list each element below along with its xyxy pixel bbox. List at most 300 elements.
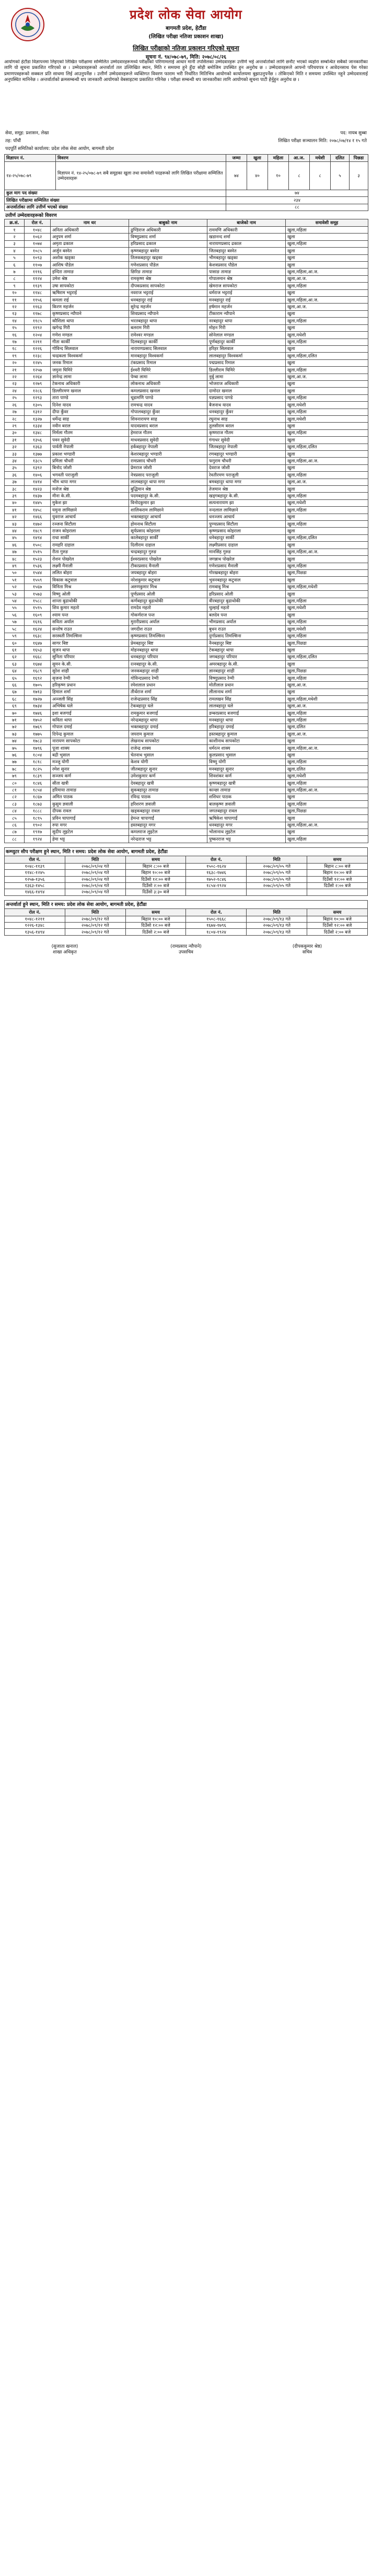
serial-no: १५ <box>5 324 25 331</box>
candidate-name: अशोक खड्का <box>51 254 129 261</box>
serial-no: ७८ <box>5 766 25 773</box>
schedule2-cell: बिहान १०:०० बजे <box>125 916 186 922</box>
serial-no: २० <box>5 359 25 366</box>
candidate-name: हरिमाया तामाङ <box>51 787 129 794</box>
schedule1-header-cell: रोल नं. <box>5 856 65 863</box>
table-row <box>5 584 368 590</box>
roll-no: १४१४ <box>25 479 51 485</box>
table-row <box>5 437 368 444</box>
schedule1-cell: २०७८/०९/०४ गते <box>65 882 125 889</box>
table-row <box>5 493 368 499</box>
grandfather-name: धनबहादुर मगर <box>207 822 286 829</box>
schedule1-header-cell: समय <box>307 856 368 863</box>
father-name: मुरारीप्रसाद अर्याल <box>129 619 207 625</box>
inclusive-group: खुला,मधेशी <box>286 402 368 409</box>
serial-no: २१ <box>5 367 25 374</box>
table-row <box>5 766 368 773</box>
vacancy-appeared-row-value: २३४ <box>226 197 368 204</box>
father-name: नारायणप्रसाद सिलवाल <box>129 345 207 352</box>
candidate-name: श्याम पन्त <box>51 612 129 619</box>
table-row <box>5 374 368 380</box>
serial-no: ३७ <box>5 479 25 485</box>
grandfather-name: नैनबहादुर बिष्ट <box>207 639 286 646</box>
roll-no: १०६२ <box>25 234 51 240</box>
grandfather-name: ज्ञानबहादुर शाही <box>207 668 286 674</box>
grandfather-name: काशीनाथ सापकोटा <box>207 738 286 744</box>
vacancy-cell-dalit: ५ <box>331 161 350 190</box>
grandfather-name: गोरखबहादुर बोहरा <box>207 569 286 576</box>
inclusive-group: खुला,महिला <box>286 318 368 324</box>
table-row <box>5 870 368 876</box>
grandfather-name: लक्ष्मीप्रसाद दाहाल <box>207 542 286 549</box>
grandfather-name: बुधन राउत <box>207 626 286 633</box>
serial-no: ६० <box>5 639 25 646</box>
table-row <box>5 283 368 289</box>
schedule2-cell: दिउँसो १२:०० बजे <box>307 923 368 929</box>
table-row <box>5 882 368 889</box>
candidate-name: बद्री भुसाल <box>51 752 129 759</box>
candidate-name: ललित बोहरा <box>51 569 129 576</box>
exam-date: लिखित परीक्षा सञ्चालन मिति: २०७८/०७/१४ र १५ गते <box>278 138 367 144</box>
roll-no: १७५२ <box>25 717 51 724</box>
father-name: नेत्रप्रसाद पराजुली <box>129 472 207 479</box>
inclusive-group: खुला,महिला <box>286 394 368 401</box>
vacancy-table <box>4 154 368 211</box>
roll-no: १८४६ <box>25 780 51 787</box>
serial-no: ५९ <box>5 633 25 639</box>
schedule1-cell: १०४८-११३९ <box>5 863 65 869</box>
serial-no: २२ <box>5 374 25 380</box>
grandfather-name: जितबहादुर बस्नेत <box>207 248 286 254</box>
grandfather-name: गंगाधर सुवेदी <box>207 437 286 444</box>
table-row <box>5 464 368 471</box>
table-row <box>5 423 368 429</box>
serial-no: २७ <box>5 409 25 415</box>
level: तह: पाँचौं <box>5 138 21 144</box>
candidate-name: सागर बिष्ट <box>51 639 129 646</box>
schedule1-cell <box>247 889 307 895</box>
schedule2-cell: २०७८/०९/१३ गते <box>247 923 307 929</box>
father-name: जयबहादुर बोहरा <box>129 569 207 576</box>
serial-no: ७१ <box>5 717 25 724</box>
father-name: केशव योगी <box>129 759 207 765</box>
father-name: कमलराज लुइटेल <box>129 829 207 835</box>
grandfather-name: कुलप्रसाद भुसाल <box>207 752 286 759</box>
father-name: गोपालबहादुर कुँवर <box>129 409 207 415</box>
father-name: केशरबहादुर भण्डारी <box>129 451 207 458</box>
grandfather-name: भोजराज अधिकारी <box>207 380 286 387</box>
candidate-name: तारा पाण्डे <box>51 394 129 401</box>
computer-test-title: कम्प्युटर सीप परीक्षण हुने स्थान, मिति र समय: प्रदेश लोक सेवा आयोग, बागमती प्रदेश, हेटौंडा <box>4 847 368 856</box>
roll-no: १२०४ <box>25 332 51 339</box>
roll-no: १३२७ <box>25 415 51 422</box>
father-name: भरतबहादुर थापा <box>129 318 207 324</box>
grandfather-name: टीकाराम न्यौपाने <box>207 310 286 317</box>
table-row <box>5 332 368 339</box>
serial-no: ४८ <box>5 556 25 563</box>
father-name: भक्तबहादुर दमाई <box>129 724 207 730</box>
roll-no: १६९२ <box>25 675 51 682</box>
roll-no: १२५७ <box>25 367 51 374</box>
father-name: दीपकप्रसाद सापकोटा <box>129 283 207 289</box>
grandfather-name: मानसिंह गुरुङ <box>207 549 286 555</box>
schedule2-header-cell: मिति <box>65 908 125 916</box>
grandfather-name: पद्मप्रसाद रिमाल <box>207 359 286 366</box>
signature-3: (दीपककुमार श्रेष्ठ) सचिव <box>292 943 322 955</box>
father-name: शिवप्रसाद न्यौपाने <box>129 310 207 317</box>
father-name: टीकाप्रसाद मैनाली <box>129 563 207 569</box>
inclusive-group: खुला,महिला,आ.ज. <box>286 297 368 304</box>
roll-no: १५९५ <box>25 604 51 611</box>
results-heading: उत्तीर्ण उम्मेदवारहरूको विवरण <box>5 213 57 218</box>
schedule1-cell <box>307 889 368 895</box>
vacancy-pass-row <box>5 204 368 211</box>
candidate-name: पूजा शाक्य <box>51 745 129 752</box>
roll-no: १२२६ <box>25 345 51 352</box>
serial-no: ३ <box>5 240 25 247</box>
inclusive-group: खुला,महिला,दलित <box>286 654 368 660</box>
candidate-name: डिल्लीरमण खनाल <box>51 388 129 394</box>
father-name: माधवप्रसाद सुवेदी <box>129 437 207 444</box>
candidate-name: प्रविन चापागाईं <box>51 815 129 822</box>
serial-no: ४७ <box>5 549 25 555</box>
table-row <box>5 479 368 485</box>
serial-no: ५३ <box>5 591 25 598</box>
grandfather-name: पुष्करराज भट्ट <box>207 836 286 843</box>
grandfather-name: तुलसीराम बराल <box>207 423 286 429</box>
roll-no: १४३७ <box>25 493 51 499</box>
grandfather-name: नन्दलाल लामिछाने <box>207 507 286 514</box>
interview-title: अन्तर्वार्ता हुने स्थान, मिति र समय: प्रदेश लोक सेवा आयोग, बागमती प्रदेश, हेटौंडा <box>4 900 368 908</box>
results-header-cell: रोल नं. <box>25 219 51 227</box>
father-name: मोहनबहादुर थापा <box>129 647 207 654</box>
table-row <box>5 534 368 541</box>
vacancy-cell-backward: ३ <box>350 161 368 190</box>
computer-test-schedule <box>4 847 368 896</box>
grandfather-name: पासाङ तामाङ <box>207 269 286 275</box>
inclusive-group: खुला <box>286 829 368 835</box>
vacancy-total-row <box>5 190 368 197</box>
candidate-name: जमुना घिमिरे <box>51 367 129 374</box>
roll-no: १७१३ <box>25 689 51 695</box>
serial-no: ७३ <box>5 731 25 738</box>
serial-no: २९ <box>5 423 25 429</box>
schedule1-cell: १८५४-१९२४ <box>186 882 247 889</box>
serial-no: १९ <box>5 353 25 359</box>
table-row <box>5 710 368 717</box>
candidate-name: दिपेन्द्र कुमाल <box>51 731 129 738</box>
table-row <box>5 569 368 576</box>
father-name: ढुण्डिराज अधिकारी <box>129 227 207 234</box>
inclusive-group: खुला <box>286 591 368 598</box>
candidate-name: अञ्जली सिंह <box>51 696 129 703</box>
results-header-cell: समावेशी समूह <box>286 219 368 227</box>
candidate-name: हेमा भट्ट <box>51 836 129 843</box>
roll-no: १८२५ <box>25 766 51 773</box>
schedule1-header-cell: समय <box>125 856 186 863</box>
table-row <box>5 703 368 709</box>
vacancy-cell-adv: १४-२५/०७८-७९ <box>5 161 56 190</box>
candidate-name: अमित पाठक <box>51 794 129 800</box>
candidate-name: सीता खत्री <box>51 780 129 787</box>
inclusive-group: खुला <box>286 612 368 619</box>
inclusive-group: खुला,महिला <box>286 563 368 569</box>
schedule2-cell: २०७८/०९/१३ गते <box>247 916 307 922</box>
inclusive-group: खुला,महिला,आ.ज. <box>286 269 368 275</box>
vacancy-row <box>5 161 368 190</box>
grandfather-name: मनबहादुर सुनार <box>207 766 286 773</box>
inclusive-group: खुला,महिला,आ.ज. <box>286 745 368 752</box>
candidate-name: अभिषेक घले <box>51 703 129 709</box>
roll-no: १४२३ <box>25 486 51 493</box>
serial-no: ८८ <box>5 836 25 843</box>
schedule2-cell: १२२६-१३४८ <box>5 923 65 929</box>
candidate-name: दीपा कुँवर <box>51 409 129 415</box>
serial-no: ७ <box>5 269 25 275</box>
roll-no: ११३९ <box>25 283 51 289</box>
serial-no: १७ <box>5 339 25 345</box>
father-name: शिवनारायण साह <box>129 415 207 422</box>
candidate-name: अमृता ढकाल <box>51 240 129 247</box>
father-name: विष्णुप्रसाद शर्मा <box>129 234 207 240</box>
inclusive-group: खुला <box>286 528 368 534</box>
serial-no: ४३ <box>5 521 25 528</box>
inclusive-group: खुला,महिला <box>286 675 368 682</box>
serial-no: ४४ <box>5 528 25 534</box>
vacancy-header-cell: जम्मा <box>226 155 247 162</box>
grandfather-name: राममणि अधिकारी <box>207 227 286 234</box>
schedule1-cell: २०७८/०९/०५ गते <box>247 882 307 889</box>
roll-no: १२११ <box>25 339 51 345</box>
grandfather-name: हरिहर सिलवाल <box>207 345 286 352</box>
roll-no: १६१६ <box>25 619 51 625</box>
roll-no: १९१७ <box>25 829 51 835</box>
roll-no: १३६३ <box>25 444 51 450</box>
candidate-name: शान्ता बुढाथोकी <box>51 598 129 604</box>
table-row <box>5 682 368 689</box>
table-row <box>5 815 368 822</box>
grandfather-name: पूर्णबहादुर कार्की <box>207 339 286 345</box>
inclusive-group: खुला,आ.ज. <box>286 703 368 709</box>
serial-no: ७० <box>5 710 25 717</box>
serial-no: ६५ <box>5 675 25 682</box>
candidate-name: सुमन के.सी. <box>51 661 129 668</box>
father-name: हस्तबहादुर मगर <box>129 822 207 829</box>
table-row <box>5 429 368 436</box>
candidate-name: नारायण सापकोटा <box>51 738 129 744</box>
schedule2-header-cell: रोल नं. <box>186 908 247 916</box>
inclusive-group: खुला,पिछडा <box>286 639 368 646</box>
serial-no: ४९ <box>5 563 25 569</box>
candidate-name: सुजन थापा <box>51 647 129 654</box>
father-name: रत्नबहादुर के.सी. <box>129 661 207 668</box>
grandfather-name: शिवशंकर कर्ण <box>207 773 286 779</box>
serial-no: ६४ <box>5 668 25 674</box>
schedule2-cell: १५०८-१६६८ <box>186 916 247 922</box>
father-name: सूर्यप्रसाद कोइराला <box>129 528 207 534</box>
schedule1-cell: दिउँसो १२:०० बजे <box>307 876 368 882</box>
candidate-name: मनोज श्रेष्ठ <box>51 486 129 493</box>
roll-no: १४७२ <box>25 521 51 528</box>
father-name: गोविन्दप्रसाद रेग्मी <box>129 675 207 682</box>
grandfather-name: लीलानाथ शर्मा <box>207 689 286 695</box>
candidate-name: कविता थापा <box>51 717 129 724</box>
candidate-name: मञ्जु योगी <box>51 759 129 765</box>
vacancy-pass-row-value: ८८ <box>226 204 368 211</box>
father-name: दिलीराम दाहाल <box>129 542 207 549</box>
serial-no: २३ <box>5 380 25 387</box>
schedule1-cell: ११४८-१२४५ <box>5 870 65 876</box>
candidate-name: कुसुम ज्ञवाली <box>51 801 129 808</box>
roll-no: ११९२ <box>25 324 51 331</box>
table-row <box>5 626 368 633</box>
father-name: सुकबहादुर तामाङ <box>129 787 207 794</box>
roll-no: १६२४ <box>25 626 51 633</box>
father-name: कालेबहादुर सार्की <box>129 534 207 541</box>
father-name: नरेन्द्रराज भट्ट <box>129 836 207 843</box>
table-row <box>5 549 368 555</box>
table-row <box>5 787 368 794</box>
inclusive-group: खुला <box>286 752 368 759</box>
inclusive-group: खुला,महिला <box>286 283 368 289</box>
candidate-name: बिनोद जोशी <box>51 464 129 471</box>
grandfather-name: भीमबहादुर खड्का <box>207 254 286 261</box>
table-row <box>5 254 368 261</box>
schedule1-cell: २०७८/०९/०५ गते <box>247 863 307 869</box>
roll-no: १५१५ <box>25 549 51 555</box>
inclusive-group: खुला <box>286 647 368 654</box>
post-name: पद: नायब सुब्बा <box>340 131 367 136</box>
serial-no: १३ <box>5 310 25 317</box>
candidate-name: किरण महर्जन <box>51 304 129 310</box>
table-row <box>5 318 368 324</box>
candidate-name: उमेश श्रेष्ठ <box>51 275 129 282</box>
father-name: लेखनाथ सापकोटा <box>129 738 207 744</box>
father-name: हरिप्रसाद ढकाल <box>129 240 207 247</box>
candidate-name: विनिता मिश्र <box>51 584 129 590</box>
serial-no: २६ <box>5 402 25 409</box>
candidate-name: निर्मला गौतम <box>51 429 129 436</box>
roll-no: १६४७ <box>25 639 51 646</box>
candidate-name: रमेश सुनार <box>51 766 129 773</box>
grandfather-name: दामोदर खनाल <box>207 388 286 394</box>
candidate-name: मीना के.सी. <box>51 493 129 499</box>
table-row <box>5 829 368 835</box>
grandfather-name: मोतीलाल प्रधान <box>207 682 286 689</box>
grandfather-name: मनबहादुर थापा <box>207 717 286 724</box>
nepal-emblem-icon <box>10 7 45 42</box>
serial-no: ७५ <box>5 745 25 752</box>
candidate-name: रोशन पोखरेल <box>51 556 129 563</box>
schedule1-cell: १६३८-१७४६ <box>186 870 247 876</box>
inclusive-group: खुला <box>286 486 368 493</box>
father-name: जगदीश राउत <box>129 626 207 633</box>
grandfather-name: मनबहादुर राई <box>207 297 286 304</box>
inclusive-group: खुला <box>286 815 368 822</box>
father-name: बलराम गिरी <box>129 324 207 331</box>
grandfather-name: रामलखन सिंह <box>207 696 286 703</box>
schedule1-header-cell: मिति <box>247 856 307 863</box>
inclusive-group: खुला,महिला <box>286 633 368 639</box>
table-row <box>5 458 368 464</box>
father-name: टंकप्रसाद रिमाल <box>129 359 207 366</box>
serial-no: ८ <box>5 275 25 282</box>
father-name: प्रेमबहादुर बिष्ट <box>129 639 207 646</box>
candidate-name: सुदीप लुइटेल <box>51 829 129 835</box>
roll-no: १८३९ <box>25 773 51 779</box>
grandfather-name: बैजनाथ यादव <box>207 402 286 409</box>
schedule2-cell: बिहान १०:०० बजे <box>307 916 368 922</box>
table-row <box>5 929 368 935</box>
serial-no: ५१ <box>5 577 25 584</box>
father-name: चन्द्रबहादुर गुरुङ <box>129 549 207 555</box>
serial-no: १६ <box>5 332 25 339</box>
grandfather-name: धर्मराज भट्टराई <box>207 289 286 296</box>
table-row <box>5 507 368 514</box>
inclusive-group: खुला <box>286 380 368 387</box>
vacancy-header-cell: महिला <box>268 155 289 162</box>
father-name: नरेशकुमार कटुवाल <box>129 577 207 584</box>
roll-no: १८८८ <box>25 808 51 814</box>
roll-no: १७७५ <box>25 731 51 738</box>
grandfather-name: कान्छा तामाङ <box>207 787 286 794</box>
grandfather-name: नुर्बु लामा <box>207 374 286 380</box>
inclusive-group: खुला,आ.ज. <box>286 374 368 380</box>
roll-no: १३०५ <box>25 402 51 409</box>
inclusive-group: खुला,महिला,आ.ज. <box>286 822 368 829</box>
father-name: रामदेव महतो <box>129 604 207 611</box>
grandfather-name: हर्षमान महर्जन <box>207 304 286 310</box>
table-row <box>5 415 368 422</box>
table-row <box>5 234 368 240</box>
table-row <box>5 367 368 374</box>
results-header-cell: नाम थर <box>51 219 129 227</box>
serial-no: ५२ <box>5 584 25 590</box>
father-name: भक्तबहादुर आचार्य <box>129 514 207 520</box>
grandfather-name: बमबहादुर थापा मगर <box>207 479 286 485</box>
serial-no: ११ <box>5 297 25 304</box>
candidate-name: प्रकाश भण्डारी <box>51 451 129 458</box>
inclusive-group: खुला,महिला <box>286 240 368 247</box>
inclusive-group: खुला,आ.ज. <box>286 731 368 738</box>
candidate-name: भगवती पराजुली <box>51 472 129 479</box>
province-line: बागमती प्रदेश, हेटौंडा <box>166 26 206 32</box>
schedule1-cell: १४६६-१४९४ <box>5 889 65 895</box>
candidate-name: सुनिता परियार <box>51 654 129 660</box>
vacancy-header-row <box>5 155 368 162</box>
serial-no: ९ <box>5 283 25 289</box>
father-name: जीतबहादुर सुनार <box>129 766 207 773</box>
vacancy-header-cell: मधेशी <box>310 155 331 162</box>
candidate-name: अनिता अधिकारी <box>51 227 129 234</box>
father-name: रामेश्वर मण्डल <box>129 332 207 339</box>
father-name: गोकर्णराज पन्त <box>129 612 207 619</box>
inclusive-group: खुला,महिला <box>286 598 368 604</box>
grandfather-name: जगन्नाथ पोखरेल <box>207 556 286 563</box>
grandfather-name: कृष्णराज गौतम <box>207 429 286 436</box>
father-name: विनोदकुमार झा <box>129 499 207 506</box>
candidate-name: गीता कार्की <box>51 339 129 345</box>
candidate-name: सुरेश शाही <box>51 668 129 674</box>
interview-schedule <box>4 900 368 936</box>
grandfather-name: केशवप्रसाद पौडेल <box>207 262 286 269</box>
serial-no: ७४ <box>5 738 25 744</box>
serial-no: ६९ <box>5 703 25 709</box>
candidate-name: ज्ञानेन्द्र लामा <box>51 374 129 380</box>
inclusive-group: खुला <box>286 689 368 695</box>
serial-no: ३८ <box>5 486 25 493</box>
father-name: रामकुमार बजगाईं <box>129 710 207 717</box>
